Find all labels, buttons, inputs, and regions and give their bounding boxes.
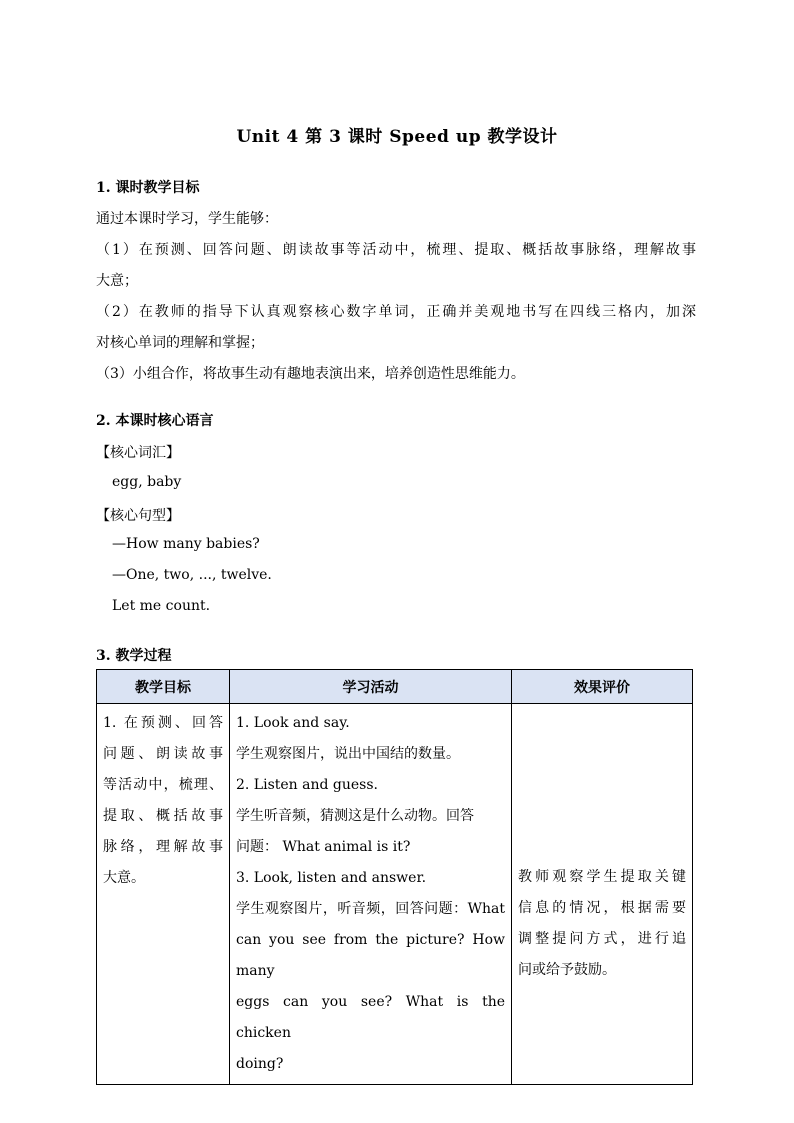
activity-line: 学生观察图片，说出中国结的数量。 [236,746,460,762]
header-goal: 教学目标 [97,670,230,704]
vocab-label: 【核心词汇】 [96,445,180,461]
table-row [97,704,693,1085]
page-title: Unit 4 第 3 课时 Speed up 教学设计 [236,127,558,147]
activity-cell [230,704,512,1085]
goal-line: 提取、概括故事 [103,808,223,824]
vocab-words: egg, baby [112,474,182,490]
section-3-heading: 3. 教学过程 [96,648,172,664]
sentence-2: —One, two, ..., twelve. [112,567,272,583]
goal-line: 等活动中，梳理、 [103,777,223,793]
objective-3: （3）小组合作，将故事生动有趣地表演出来，培养创造性思维能力。 [96,366,525,382]
goal-cell [97,704,230,1085]
activity-line: eggs can you see? What is the chicken [236,994,505,1041]
objective-2-line-1: （2）在教师的指导下认真观察核心数字单词，正确并美观地书写在四线三格内，加深 [96,304,696,320]
activity-line: 1. Look and say. [236,715,350,731]
activity-line: doing? [236,1056,284,1072]
evaluation-line: 调整提问方式，进行追 [518,931,686,947]
evaluation-cell [512,704,693,1085]
activity-line: can you see from the picture? How many [236,932,505,979]
header-activity: 学习活动 [230,670,512,704]
objectives-intro: 通过本课时学习，学生能够： [96,211,278,227]
activity-line: 学生听音频，猜测这是什么动物。回答 [236,808,474,824]
evaluation-line: 教师观察学生提取关键 [518,869,686,885]
sentence-1: —How many babies? [112,536,260,552]
activity-line: 3. Look, listen and answer. [236,870,427,886]
goal-line: 问题、朗读故事 [103,746,223,762]
sentence-3: Let me count. [112,598,211,614]
objective-2-line-2: 对核心单词的理解和掌握； [96,335,264,351]
activity-line: 问题： What animal is it? [236,839,411,855]
goal-line: 脉络，理解故事 [103,839,223,855]
evaluation-line: 信息的情况，根据需要 [518,900,686,916]
section-2-heading: 2. 本课时核心语言 [96,413,214,429]
activity-line: 2. Listen and guess. [236,777,379,793]
goal-line: 1. 在预测、回答 [103,715,223,731]
section-1-heading: 1. 课时教学目标 [96,180,200,196]
activity-line: 学生观察图片，听音频，回答问题：What [236,901,505,917]
header-evaluation: 效果评价 [512,670,693,704]
evaluation-line: 问或给予鼓励。 [518,962,616,978]
goal-line: 大意。 [103,870,145,886]
table-header-row [97,670,693,704]
teaching-process-table [96,669,693,1085]
sentence-label: 【核心句型】 [96,508,180,524]
objective-1-line-2: 大意； [96,273,138,289]
objective-1-line-1: （1）在预测、回答问题、朗读故事等活动中，梳理、提取、概括故事脉络，理解故事 [96,242,696,258]
